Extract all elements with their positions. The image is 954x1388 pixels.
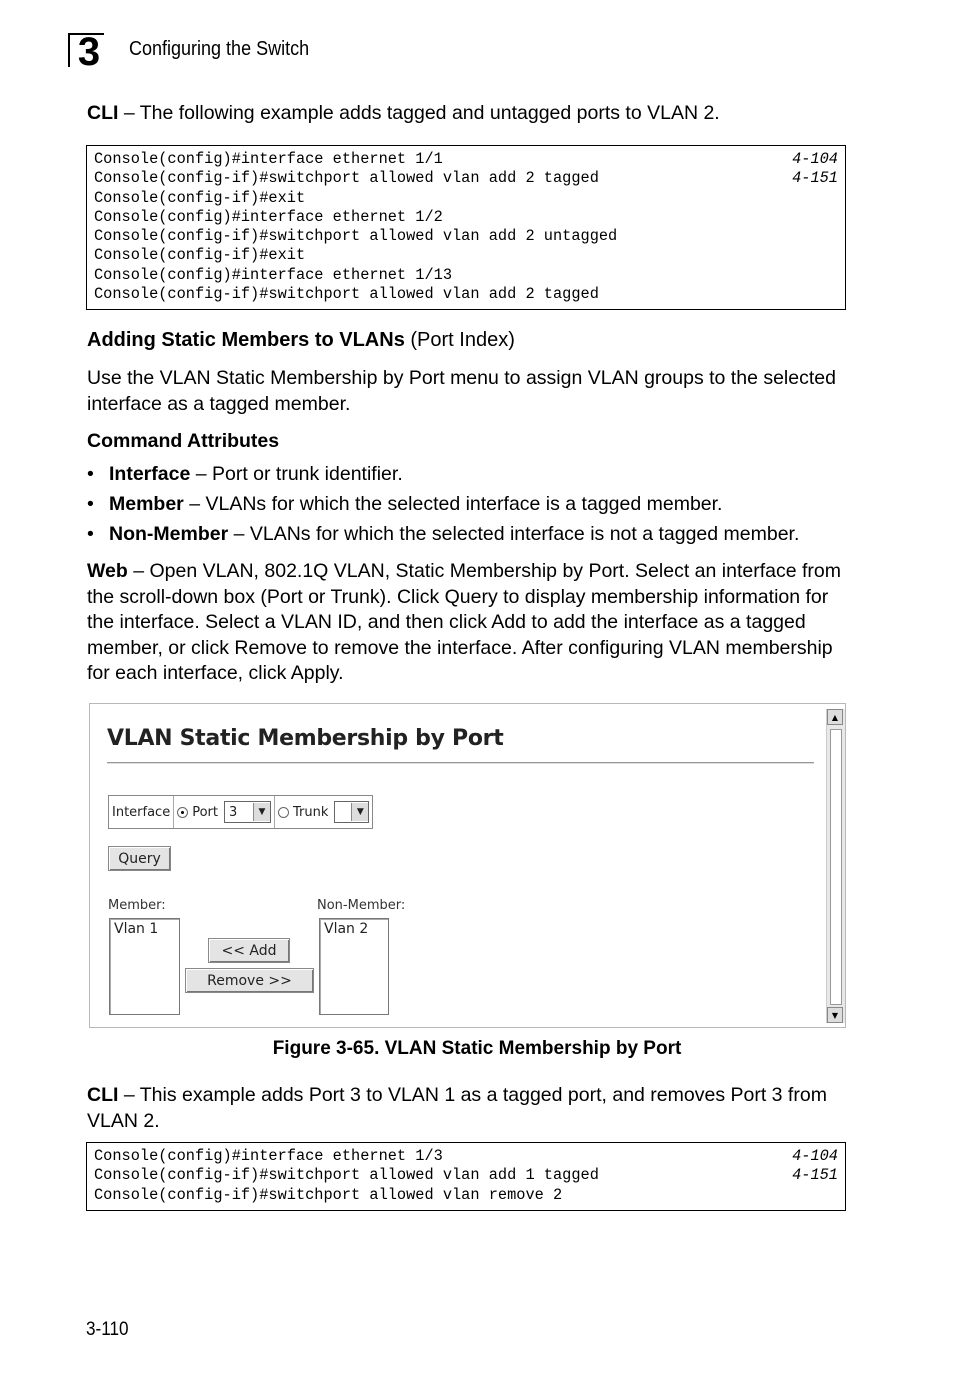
section-heading: Adding Static Members to VLANs (Port Index) <box>87 329 515 351</box>
section-description: Use the VLAN Static Membership by Port menu to assign VLAN groups to the selected interface as a tagged member. <box>87 367 836 415</box>
trunk-select[interactable] <box>334 801 369 823</box>
port-label: Port <box>192 804 218 820</box>
code-line: Console(config-if)#exit <box>94 246 306 265</box>
port-select[interactable] <box>224 801 271 823</box>
port-select-value: 3 <box>228 804 238 820</box>
code-line: Console(config-if)#switchport allowed vlan remove 2 <box>94 1185 563 1204</box>
chapter-number: 3 <box>68 33 104 67</box>
title-divider <box>107 762 814 764</box>
scroll-track[interactable] <box>830 729 842 1005</box>
port-option <box>174 796 275 828</box>
list-item: • Interface – Port or trunk identifier. <box>87 463 403 485</box>
trunk-radio[interactable] <box>278 807 289 818</box>
chevron-down-icon[interactable]: ▼ <box>351 803 368 821</box>
member-label: Member: <box>108 898 166 913</box>
list-item[interactable]: Vlan 2 <box>324 921 369 937</box>
code-line: Console(config-if)#exit <box>94 188 306 207</box>
vlan-membership-screenshot <box>89 703 846 1028</box>
list-item[interactable]: Vlan 1 <box>114 921 159 937</box>
code-line: Console(config-if)#switchport allowed vlan add 2 tagged <box>94 285 599 304</box>
nonmember-label: Non-Member: <box>317 898 406 913</box>
page-number: 3-110 <box>86 1319 129 1340</box>
add-button[interactable]: << Add <box>208 938 290 963</box>
list-item: • Member – VLANs for which the selected interface is a tagged member. <box>87 493 723 515</box>
code-line: Console(config-if)#switchport allowed vlan add 2 tagged 4-151 <box>94 169 838 188</box>
outro-cli-paragraph: CLI – This example adds Port 3 to VLAN 1 as a tagged port, and removes Port 3 from VLAN 2. <box>87 1084 827 1132</box>
interface-label: Interface <box>109 796 174 828</box>
scroll-down-icon[interactable]: ▼ <box>827 1007 843 1023</box>
code-line: Console(config)#interface ethernet 1/2 <box>94 207 443 226</box>
vertical-scrollbar[interactable] <box>826 709 845 1023</box>
code-block-2 <box>86 1142 846 1211</box>
code-block-1 <box>86 145 846 310</box>
chapter-title: Configuring the Switch <box>129 38 310 60</box>
chevron-down-icon[interactable]: ▼ <box>253 803 270 821</box>
screenshot-title: VLAN Static Membership by Port <box>107 726 504 751</box>
command-attributes-heading: Command Attributes <box>87 430 280 452</box>
remove-button[interactable]: Remove >> <box>185 968 314 993</box>
interface-selector <box>108 795 373 829</box>
intro-cli-label: CLI <box>87 102 119 124</box>
code-line: Console(config)#interface ethernet 1/1 4-104 <box>94 150 838 168</box>
intro-cli-paragraph <box>87 101 857 127</box>
list-item: • Non-Member – VLANs for which the selected interface is not a tagged member. <box>87 523 800 545</box>
code-line: Console(config-if)#switchport allowed vlan add 1 tagged 4-151 <box>94 1166 838 1185</box>
figure-caption: Figure 3-65. VLAN Static Membership by Port <box>272 1038 682 1059</box>
nonmember-listbox[interactable] <box>319 918 389 1015</box>
web-paragraph: Web – Open VLAN, 802.1Q VLAN, Static Membership by Port. Select an interface from the scroll-down box (Port or Trunk). Click Query to display membership information for the interface. Select a VLAN ID, and then click Add to add the interface as a tagged member, or click Remove to remove the interface. After configuring VLAN membership for each interface, click Apply. <box>87 560 841 684</box>
intro-cli-text: – The following example adds tagged and untagged ports to VLAN 2. <box>118 102 720 124</box>
port-radio[interactable] <box>177 807 188 818</box>
code-line: Console(config)#interface ethernet 1/3 4-104 <box>94 1147 838 1165</box>
code-line: Console(config)#interface ethernet 1/13 <box>94 265 453 284</box>
trunk-label: Trunk <box>292 804 329 820</box>
scroll-up-icon[interactable]: ▲ <box>827 709 843 725</box>
code-line: Console(config-if)#switchport allowed vlan add 2 untagged <box>94 227 618 246</box>
trunk-option <box>275 796 372 828</box>
member-listbox[interactable] <box>109 918 180 1015</box>
query-button[interactable]: Query <box>108 846 171 871</box>
